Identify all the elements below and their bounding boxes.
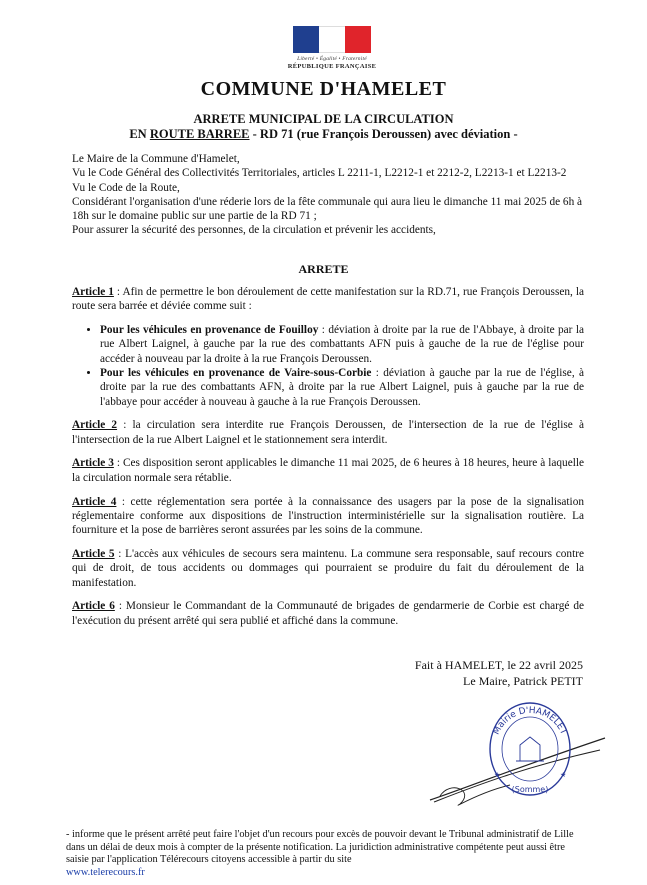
title-suffix: - RD 71 (rue François Deroussen) avec déviation - — [249, 127, 518, 141]
preamble-line: Vu le Code de la Route, — [72, 181, 180, 194]
tricolor-flag-icon — [293, 26, 371, 53]
decree-title-line2 — [0, 127, 647, 142]
preamble-line: Pour assurer la sécurité des personnes, de la circulation et prévenir les accidents, — [72, 224, 436, 237]
article-5 — [72, 547, 584, 590]
arrete-heading: ARRETE — [298, 262, 349, 276]
article-4 — [72, 495, 584, 538]
title-prefix: EN — [129, 127, 150, 141]
article-label: Article 4 — [72, 495, 117, 508]
article-text: : cette réglementation sera portée à la connaissance des usagers par la pose de la signalisation réglementaire conforme aux dispositions de l'instruction interministérielle sur la signalisation routière. La fourniture et la pose de barrières seront assurées par les soins de la commune. — [72, 495, 584, 537]
article-text: : L'accès aux véhicules de secours sera maintenu. La commune sera responsable, sauf recours contre qui de droit, de tous accidents ou dommages qui pourraient se produire du fait du déroulement de la manifestation. — [72, 547, 584, 589]
article-1 — [72, 285, 584, 314]
commune-title: COMMUNE D'HAMELET — [200, 78, 447, 100]
signer-name: Le Maire, Patrick PETIT — [463, 674, 583, 688]
republic-name: RÉPUBLIQUE FRANÇAISE — [287, 63, 377, 70]
article-6 — [72, 599, 584, 628]
svg-text:Mairie D'HAMELET — [492, 706, 569, 737]
marianne-logo — [284, 26, 380, 70]
republic-motto: Liberté • Égalité • Fraternité — [297, 56, 367, 62]
article-text: : Afin de permettre le bon déroulement de cette manifestation sur la RD.71, rue François Deroussen, la route sera barrée et déviée comme suit : — [72, 286, 584, 313]
signature-block — [415, 657, 583, 689]
article-3 — [72, 456, 584, 485]
title-underlined: ROUTE BARREE — [149, 127, 250, 141]
place-date: Fait à HAMELET, le 22 avril 2025 — [414, 658, 583, 672]
decree-title-line1: ARRETE MUNICIPAL DE LA CIRCULATION — [193, 112, 454, 126]
telerecours-link[interactable]: www.telerecours.fr — [66, 866, 145, 878]
list-item — [100, 323, 584, 366]
bullet-text: : déviation à gauche par la rue de l'église, à droite par la rue des combattants AFN, à droite par la rue Albert Laignel, puis à gauche par la rue de l'abbaye pour accéder à nouveau à gauche à la rue François Deroussen. — [100, 366, 584, 408]
article-2 — [72, 418, 584, 447]
article-label: Article 3 — [72, 457, 114, 470]
articles — [72, 285, 584, 637]
stamp-top-text: Mairie D'HAMELET — [491, 705, 569, 737]
detour-list — [72, 323, 584, 409]
svg-text:★: ★ — [560, 771, 567, 779]
mairie-stamp — [486, 697, 574, 801]
appeal-notice — [66, 829, 586, 879]
article-label: Article 2 — [72, 419, 118, 432]
appeal-text: - informe que le présent arrêté peut faire l'objet d'un recours pour excès de pouvoir devant le Tribunal administratif de Lille dans un délai de deux mois à compter de la présente notification. La juridiction administrative compétente peut aussi être saisie par l'application Télérecours citoyens accessible à partir du site — [66, 829, 574, 866]
article-text: : la circulation sera interdite rue François Deroussen, de l'intersection de la rue de l'église à l'intersection de la rue Albert Laignel et le stationnement sera interdit. — [72, 419, 584, 446]
article-label: Article 5 — [72, 547, 115, 560]
preamble-line: Vu le Code Général des Collectivités Territoriales, articles L 2211-1, L2212-1 et 2212-2, L2213-1 et L2213-2 — [72, 167, 567, 180]
list-item — [100, 366, 584, 409]
stamp-bottom-text: (Somme) — [511, 785, 549, 794]
bullet-bold: Pour les véhicules en provenance de Fouilloy — [100, 324, 319, 337]
preamble-line: Le Maire de la Commune d'Hamelet, — [72, 153, 240, 165]
article-label: Article 6 — [72, 600, 115, 613]
article-label: Article 1 — [72, 286, 114, 298]
svg-text:★: ★ — [494, 771, 501, 779]
preamble — [72, 152, 592, 238]
article-text: : Monsieur le Commandant de la Communauté de brigades de gendarmerie de Corbie est chargé de l'exécution du présent arrêté qui sera publié et affiché dans la commune. — [72, 600, 584, 627]
bullet-text: : déviation à droite par la rue de l'Abbaye, à droite par la rue Albert Laignel, à gauche par la rue des combattants AFN puis à gauche de la rue de l'église pour accéder à nouveau par la droite à la rue François Deroussen. — [100, 324, 584, 365]
bullet-bold: Pour les véhicules en provenance de Vaire-sous-Corbie — [100, 366, 372, 379]
preamble-line: Considérant l'organisation d'une réderie lors de la fête communale qui aura lieu le dimanche 11 mai 2025 de 6h à 18h sur le domaine public sur une partie de la RD 71 ; — [72, 195, 583, 223]
article-text: : Ces disposition seront applicables le dimanche 11 mai 2025, de 6 heures à 18 heures, heure à laquelle la circulation normale sera rétablie. — [72, 457, 585, 484]
